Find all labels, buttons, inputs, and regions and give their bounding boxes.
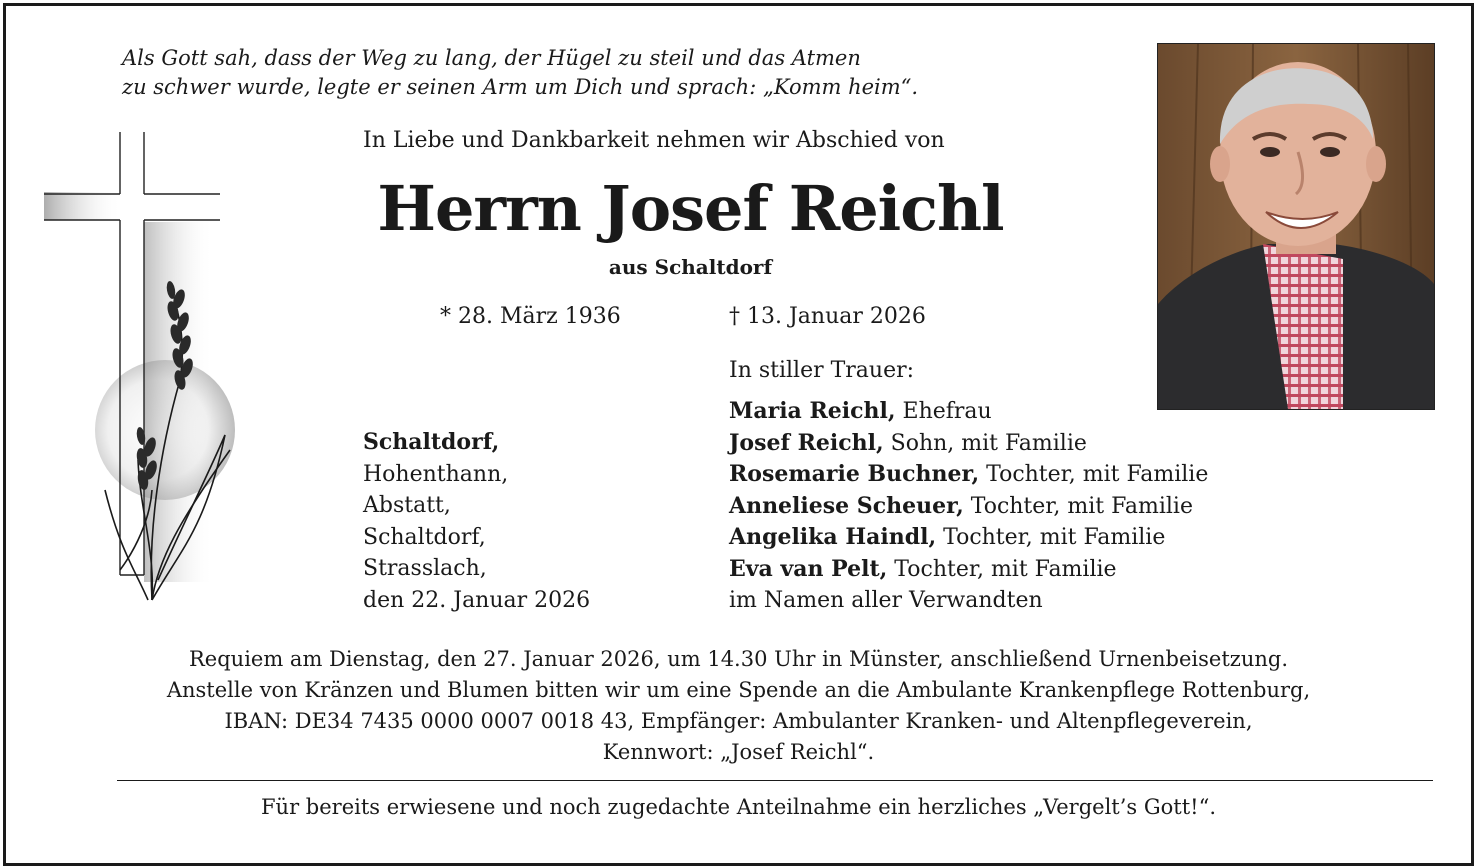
mourners-closing: im Namen aller Verwandten [729,588,1043,613]
mourner-relation: Sohn, mit Familie [883,430,1087,456]
places-list [363,427,590,616]
mourner-line [729,396,1208,428]
mourner-line [729,522,1208,554]
mourner-relation: Tochter, mit Familie [887,556,1117,582]
mourner-name: Rosemarie Buchner, [729,461,980,487]
service-notice [60,644,1417,768]
quote-line-1: Als Gott sah, dass der Weg zu lang, der Hügel zu steil und das Atmen [122,46,861,70]
mourner-relation: Tochter, mit Familie [979,462,1209,487]
mourner-name: Eva van Pelt, [729,555,888,582]
grief-intro: In stiller Trauer: [729,358,915,383]
thanks-line: Für bereits erwiesene und noch zugedachte Anteilnahme ein herzliches „Vergelt’s Gott!“. [260,795,1217,819]
intro-line: In Liebe und Dankbarkeit nehmen wir Abschied von [363,128,945,153]
mourner-name: Josef Reichl, [729,429,884,456]
birth-date: * 28. März 1936 [440,304,621,329]
keyword-line: Kennwort: „Josef Reichl“. [602,740,875,764]
mourners-list [729,396,1208,617]
portrait-illustration [1158,44,1434,409]
mourner-line [729,428,1208,460]
deceased-origin: aus Schaltdorf [608,255,773,279]
portrait-photo [1157,43,1435,410]
divider [117,780,1433,781]
mourner-line [729,491,1208,523]
donation-line: Anstelle von Kränzen und Blumen bitten wir um eine Spende an die Ambulante Krankenpflege Rottenburg, [166,678,1311,702]
requiem-line: Requiem am Dienstag, den 27. Januar 2026, um 14.30 Uhr in Münster, anschließend Urnenbeisetzung. [188,647,1289,671]
mourner-line [729,459,1208,491]
place-line: Schaltdorf, [363,429,500,455]
quote-line-2: zu schwer wurde, legte er seinen Arm um Dich und sprach: „Komm heim“. [122,75,919,99]
mourner-relation: Ehefrau [895,399,992,424]
death-date: † 13. Januar 2026 [729,304,926,329]
mourner-name: Angelika Haindl, [729,524,937,550]
mourner-name: Maria Reichl, [729,398,896,424]
cross-with-wheat-icon [40,130,240,610]
opening-quote [122,44,918,102]
place-line: Hohenthann, [363,461,509,487]
place-line: Abstatt, [363,493,451,518]
place-line: Strasslach, [363,556,487,581]
mourner-relation: Tochter, mit Familie [963,493,1193,519]
place-line: Schaltdorf, [363,524,486,550]
mourner-name: Anneliese Scheuer, [729,492,964,519]
mourner-line [729,554,1208,586]
notice-date: den 22. Januar 2026 [363,587,591,613]
mourner-relation: Tochter, mit Familie [936,525,1166,550]
iban-line: IBAN: DE34 7435 0000 0007 0018 43, Empfänger: Ambulanter Kranken- und Altenpflegeverein, [224,709,1253,733]
deceased-name: Herrn Josef Reichl [377,172,1004,245]
